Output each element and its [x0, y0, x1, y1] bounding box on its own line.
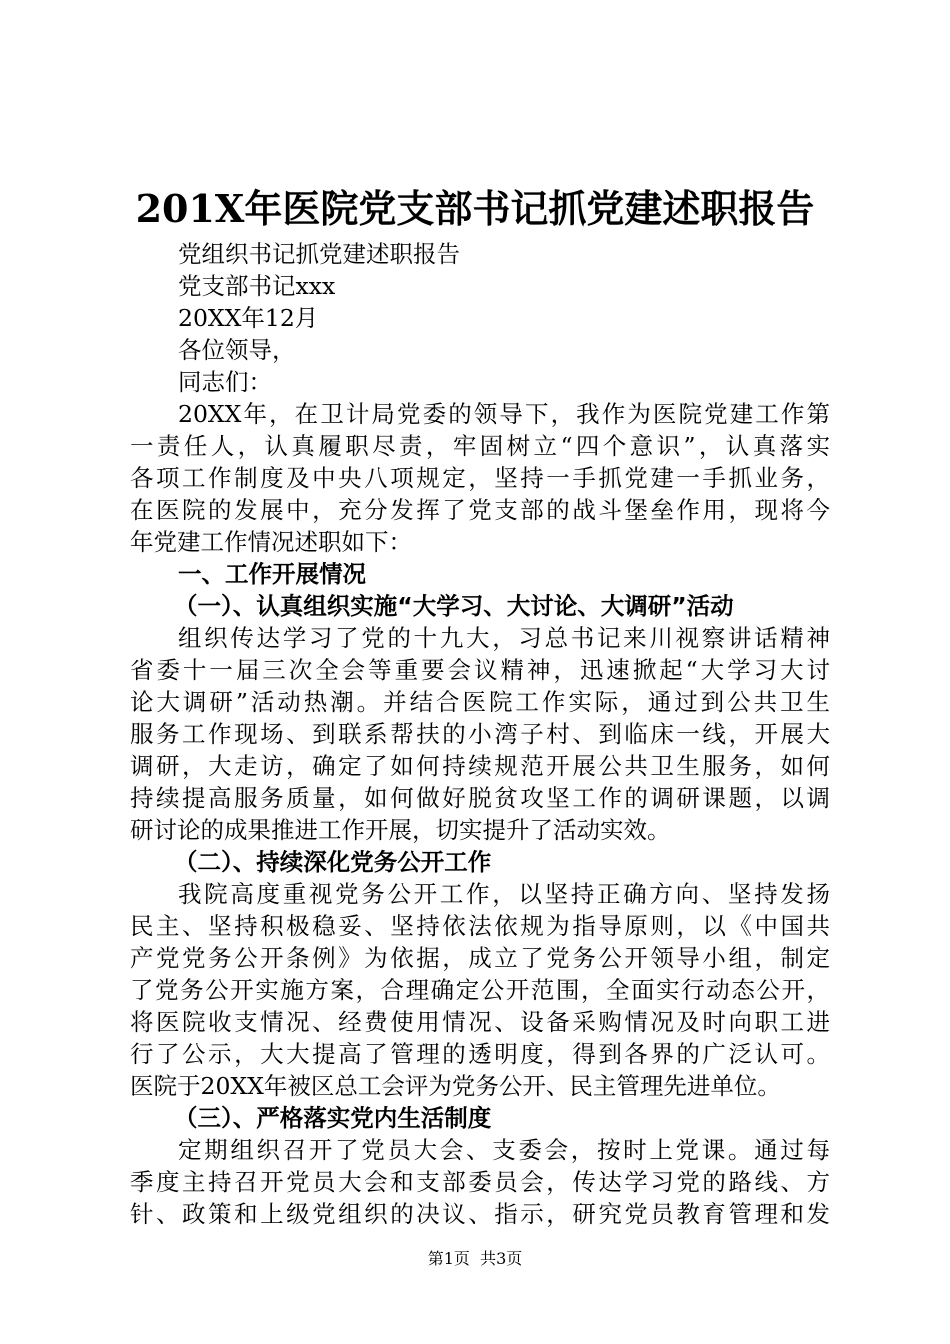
paragraph-line: 省委十一届三次全会等重要会议精神，迅速掀起“大学习大讨: [130, 656, 830, 684]
paragraph-line: 党组织书记抓党建述职报告: [178, 240, 460, 268]
paragraph-line: 季度主持召开党员大会和支部委员会，传达学习党的路线、方: [130, 1168, 830, 1196]
paragraph-line: 持续提高服务质量，如何做好脱贫攻坚工作的调研课题，以调: [130, 784, 830, 812]
paragraph-line: 各项工作制度及中央八项规定，坚持一手抓党建一手抓业务，: [130, 464, 830, 492]
paragraph-line: 年党建工作情况述职如下：: [130, 528, 412, 556]
paragraph-line: 在医院的发展中，充分发挥了党支部的战斗堡垒作用，现将今: [130, 496, 830, 524]
paragraph-line: 研讨论的成果推进工作开展，切实提升了活动实效。: [130, 816, 671, 844]
paragraph-line: 针、政策和上级党组织的决议、指示，研究党员教育管理和发: [130, 1200, 830, 1228]
paragraph-line: 服务工作现场、到联系帮扶的小湾子村、到临床一线，开展大: [130, 720, 830, 748]
document-body: [130, 238, 830, 1230]
subsection-heading: （三）、严格落实党内生活制度: [174, 1104, 492, 1132]
page-footer: 第1页 共3页: [427, 1249, 523, 1268]
paragraph-line: 调研，大走访，确定了如何持续规范开展公共卫生服务，如何: [130, 752, 830, 780]
paragraph-line: 民主、坚持积极稳妥、坚持依法依规为指导原则，以《中国共: [130, 912, 830, 940]
paragraph-line: 一责任人，认真履职尽责，牢固树立“四个意识”，认真落实: [130, 432, 830, 460]
paragraph-line: 医院于20XX年被区总工会评为党务公开、民主管理先进单位。: [130, 1072, 781, 1100]
paragraph-line: 将医院收支情况、经费使用情况、设备采购情况及时向职工进: [130, 1008, 830, 1036]
paragraph-line: 组织传达学习了党的十九大，习总书记来川视察讲话精神: [178, 624, 830, 652]
subsection-heading: （二）、持续深化党务公开工作: [174, 848, 492, 876]
document-title: 201X年医院党支部书记抓党建述职报告: [135, 186, 815, 231]
subsection-heading: （一）、认真组织实施“大学习、大讨论、大调研”活动: [174, 592, 734, 620]
paragraph-line: 行了公示，大大提高了管理的透明度，得到各界的广泛认可。: [130, 1040, 830, 1068]
paragraph-line: 20XX年12月: [178, 304, 319, 332]
paragraph-line: 各位领导，: [178, 336, 296, 364]
paragraph-line: 定期组织召开了党员大会、支委会，按时上党课。通过每: [178, 1136, 830, 1164]
paragraph-line: 我院高度重视党务公开工作，以坚持正确方向、坚持发扬: [178, 880, 830, 908]
section-heading: 一、工作开展情况: [178, 560, 366, 588]
paragraph-line: 20XX年，在卫计局党委的领导下，我作为医院党建工作第: [178, 400, 830, 428]
paragraph-line: 党支部书记xxx: [178, 272, 336, 300]
paragraph-line: 论大调研”活动热潮。并结合医院工作实际，通过到公共卫生: [130, 688, 830, 716]
paragraph-line: 产党党务公开条例》为依据，成立了党务公开领导小组，制定: [130, 944, 830, 972]
paragraph-line: 了党务公开实施方案，合理确定公开范围，全面实行动态公开，: [130, 976, 830, 1004]
paragraph-line: 同志们：: [178, 368, 272, 396]
